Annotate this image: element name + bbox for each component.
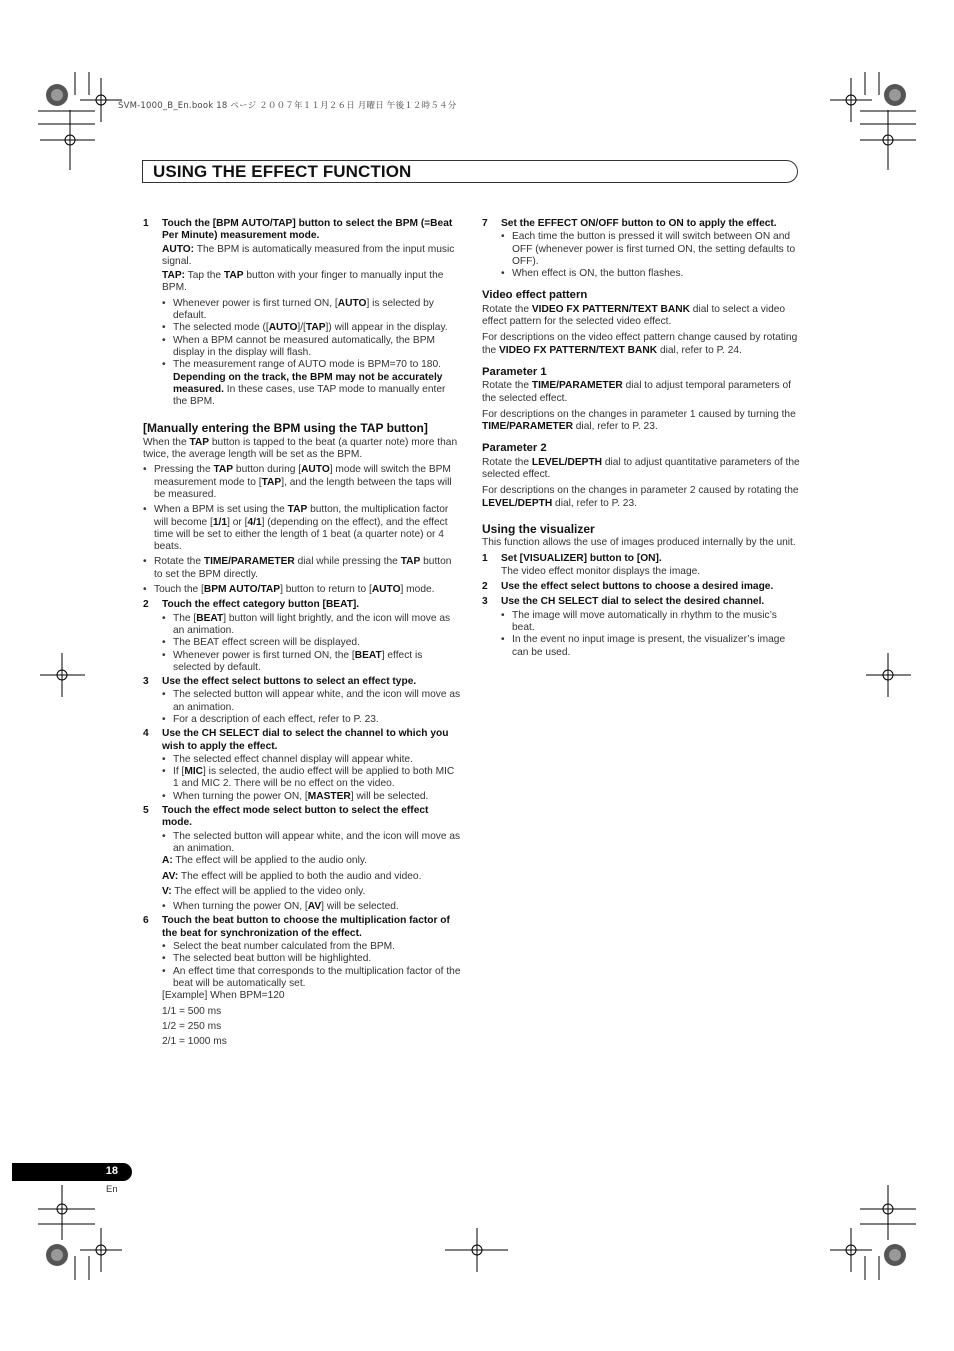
list-item: • The selected button will appear white, and the icon will move as an animation.	[162, 689, 461, 714]
page-number: 18	[105, 1165, 118, 1177]
list-item: • The measurement range of AUTO mode is BPM=70 to 180. Depending on the track, the BPM may not be accurately measured. In these cases, use TAP mode to manually enter the BPM.	[162, 359, 461, 408]
list-item: • Touch the [BPM AUTO/TAP] button to return to [AUTO] mode.	[143, 584, 461, 596]
list-item: • Rotate the TIME/PARAMETER dial while pressing the TAP button to set the BPM directly.	[143, 556, 461, 581]
list-item: • The BEAT effect screen will be displayed.	[162, 637, 461, 649]
list-item: • Whenever power is first turned ON, the [BEAT] effect is selected by default.	[162, 650, 461, 675]
list-item: • When turning the power ON, [MASTER] will be selected.	[162, 791, 461, 803]
list-item: • The [BEAT] button will light brightly, and the icon will move as an animation.	[162, 613, 461, 638]
visualizer-heading: Using the visualizer	[482, 521, 595, 536]
list-item: • In the event no input image is present, the visualizer’s image can be used.	[501, 634, 800, 659]
visualizer-step-1: 1 Set [VISUALIZER] button to [ON].	[482, 552, 662, 564]
tap-description: TAP: Tap the TAP button with your finger to manually input the BPM.	[162, 270, 444, 294]
example-line: 1/1 = 500 ms	[162, 1005, 222, 1017]
list-item: • Select the beat number calculated from the BPM.	[162, 941, 461, 953]
mode-v: V: The effect will be applied to the video only.	[162, 885, 366, 897]
list-item: • Whenever power is first turned ON, [AUTO] is selected by default.	[162, 298, 461, 323]
example-line: 2/1 = 1000 ms	[162, 1036, 227, 1048]
step-2: 2 Touch the effect category button [BEAT].	[143, 599, 360, 611]
manual-bpm-text: When the TAP button is tapped to the beat (a quarter note) more than twice, the average length will be set as the BPM.	[143, 436, 458, 461]
step-1: 1 Touch the [BPM AUTO/TAP] button to select the BPM (=Beat Per Minute) measurement mode.	[143, 218, 453, 242]
left-column	[143, 218, 461, 1048]
paragraph: The video effect monitor displays the image.	[501, 565, 701, 577]
example-line: 1/2 = 250 ms	[162, 1020, 222, 1032]
paragraph: For descriptions on the changes in parameter 1 caused by turning the TIME/PARAMETER dial, refer to P. 23.	[482, 408, 796, 433]
visualizer-step-2: 2 Use the effect select buttons to choose a desired image.	[482, 581, 774, 593]
page-language: En	[106, 1184, 118, 1195]
step-5: 5 Touch the effect mode select button to select the effect mode.	[143, 805, 429, 829]
list-item: • The selected effect channel display will appear white.	[162, 754, 461, 766]
list-item: • Pressing the TAP button during [AUTO] mode will switch the BPM measurement mode to [TAP], and the length between the taps will be measured.	[143, 464, 461, 501]
paragraph: For descriptions on the video effect pattern change caused by rotating the VIDEO FX PATTERN/TEXT BANK dial, refer to P. 24.	[482, 332, 798, 356]
list-item: • When a BPM cannot be measured automatically, the BPM display in the display will flash.	[162, 335, 461, 360]
list-item: • The selected beat button will be highlighted.	[162, 953, 461, 965]
header-note: SVM-1000_B_En.book 18 ページ ２００７年１１月２６日 月曜日 午後１２時５４分	[118, 101, 457, 111]
paragraph: Rotate the LEVEL/DEPTH dial to adjust quantitative parameters of the selected effect.	[482, 456, 800, 481]
list-item: • If [MIC] is selected, the audio effect will be applied to both MIC 1 and MIC 2. There will be no effect on the video.	[162, 766, 461, 791]
list-item: • The selected mode ([AUTO]/[TAP]) will appear in the display.	[162, 322, 461, 334]
auto-description: AUTO: The BPM is automatically measured from the input music signal.	[162, 243, 455, 267]
mode-a: A: The effect will be applied to the audio only.	[162, 855, 368, 867]
list-item: • An effect time that corresponds to the multiplication factor of the beat will be automatically set.	[162, 966, 461, 991]
example-line: [Example] When BPM=120	[162, 990, 285, 1002]
parameter-2-heading: Parameter 2	[482, 442, 547, 455]
list-item: • For a description of each effect, refer to P. 23.	[162, 714, 461, 726]
list-item: • Each time the button is pressed it will switch between ON and OFF (whenever power is first turned ON, the setting defaults to OFF).	[501, 231, 800, 268]
list-item: • The selected button will appear white, and the icon will move as an animation.	[162, 831, 461, 856]
step-7: 7 Set the EFFECT ON/OFF button to ON to apply the effect.	[482, 218, 777, 229]
page-number-tab	[12, 1163, 132, 1181]
step-4: 4 Use the CH SELECT dial to select the channel to which you wish to apply the effect.	[143, 728, 449, 752]
list-item: • When a BPM is set using the TAP button, the multiplication factor will become [1/1] or [4/1] (depending on the effect), and the effect time will be set to either the length of 1 beat (a quarter note) or 4 beats.	[143, 504, 461, 553]
list-item: • The image will move automatically in rhythm to the music’s beat.	[501, 610, 800, 635]
list-item: • When effect is ON, the button flashes.	[501, 268, 800, 280]
paragraph: Rotate the TIME/PARAMETER dial to adjust temporal parameters of the selected effect.	[482, 380, 791, 404]
step-6: 6 Touch the beat button to choose the multiplication factor of the beat for synchronization of the effect.	[143, 915, 450, 939]
section-title: USING THE EFFECT FUNCTION	[153, 162, 412, 181]
step-3: 3 Use the effect select buttons to select an effect type.	[143, 676, 417, 688]
paragraph: Rotate the VIDEO FX PATTERN/TEXT BANK dial to select a video effect pattern for the selected video effect.	[482, 303, 786, 328]
paragraph: This function allows the use of images produced internally by the unit.	[482, 537, 796, 549]
visualizer-step-3: 3 Use the CH SELECT dial to select the desired channel.	[482, 596, 765, 608]
video-effect-pattern-heading: Video effect pattern	[482, 289, 588, 302]
parameter-1-heading: Parameter 1	[482, 365, 547, 378]
mode-av: AV: The effect will be applied to both the audio and video.	[162, 870, 422, 882]
paragraph: For descriptions on the changes in parameter 2 caused by rotating the LEVEL/DEPTH dial, refer to P. 23.	[482, 485, 799, 509]
manual-bpm-heading: [Manually entering the BPM using the TAP button]	[143, 421, 428, 436]
list-item: • When turning the power ON, [AV] will be selected.	[162, 901, 461, 913]
right-column	[482, 218, 800, 659]
